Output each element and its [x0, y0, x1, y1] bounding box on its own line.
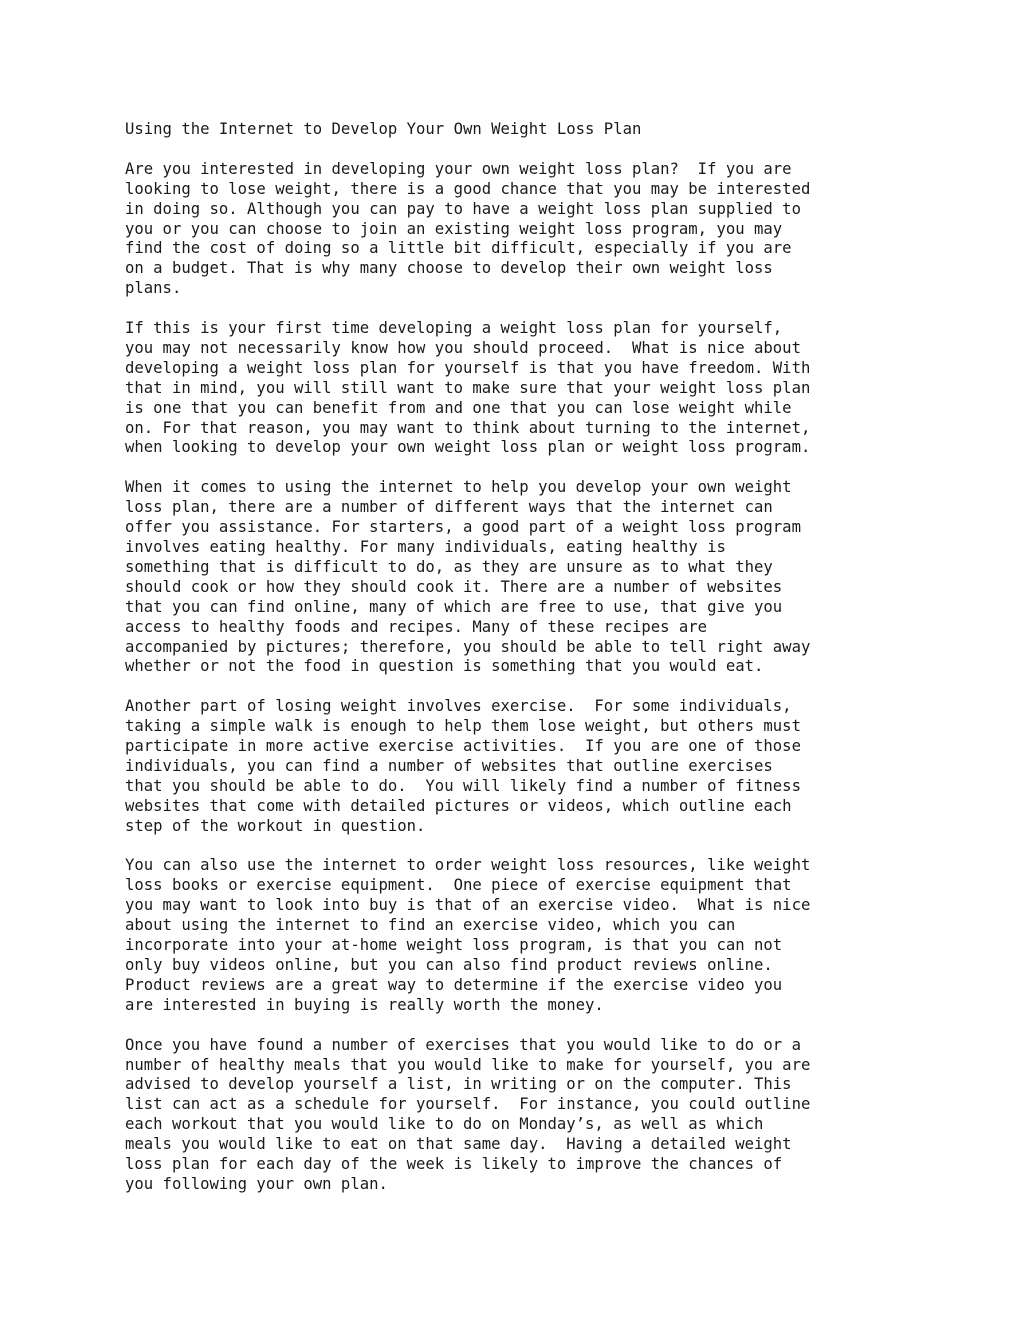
- paragraph-line: about using the internet to find an exercise video, which you can: [125, 916, 736, 935]
- paragraph-line: that in mind, you will still want to make sure that your weight loss plan: [125, 378, 811, 397]
- paragraph-line: you may want to look into buy is that of an exercise video. What is nice: [125, 896, 811, 915]
- document-title: Using the Internet to Develop Your Own Weight Loss Plan: [125, 120, 642, 138]
- paragraphs-container: [125, 160, 925, 1195]
- paragraph-line: loss plan for each day of the week is likely to improve the chances of: [125, 1155, 783, 1174]
- paragraph: [125, 856, 925, 1015]
- paragraph-line: that you can find online, many of which are free to use, that give you: [125, 597, 783, 616]
- paragraph-line: individuals, you can find a number of websites that outline exercises: [125, 756, 773, 775]
- paragraph-line: advised to develop yourself a list, in writing or on the computer. This: [125, 1075, 792, 1094]
- paragraph-line: access to healthy foods and recipes. Many of these recipes are: [125, 617, 708, 636]
- paragraph-line: whether or not the food in question is something that you would eat.: [125, 657, 764, 676]
- paragraph-line: step of the workout in question.: [125, 816, 426, 835]
- paragraph-line: If this is your first time developing a weight loss plan for yourself,: [125, 319, 783, 338]
- paragraph-line: websites that come with detailed pictures or videos, which outline each: [125, 796, 792, 815]
- paragraph-line: accompanied by pictures; therefore, you should be able to tell right away: [125, 637, 811, 656]
- paragraph-line: each workout that you would like to do on Monday’s, as well as which: [125, 1115, 764, 1134]
- paragraph-line: in doing so. Although you can pay to have a weight loss plan supplied to: [125, 199, 801, 218]
- paragraph-line: looking to lose weight, there is a good chance that you may be interested: [125, 179, 811, 198]
- paragraph-line: When it comes to using the internet to help you develop your own weight: [125, 478, 792, 497]
- paragraph: [125, 1036, 925, 1195]
- document-body: [125, 120, 925, 1215]
- paragraph-line: meals you would like to eat on that same day. Having a detailed weight: [125, 1135, 792, 1154]
- paragraph-line: is one that you can benefit from and one that you can lose weight while: [125, 398, 792, 417]
- paragraph: [125, 697, 925, 836]
- paragraph: [125, 160, 925, 299]
- paragraph-line: on a budget. That is why many choose to develop their own weight loss: [125, 259, 773, 278]
- paragraph-line: you following your own plan.: [125, 1174, 388, 1193]
- paragraph-line: You can also use the internet to order weight loss resources, like weight: [125, 856, 811, 875]
- paragraph-line: participate in more active exercise activities. If you are one of those: [125, 737, 801, 756]
- paragraph-line: that you should be able to do. You will likely find a number of fitness: [125, 776, 801, 795]
- paragraph-line: list can act as a schedule for yourself. For instance, you could outline: [125, 1095, 811, 1114]
- paragraph-line: something that is difficult to do, as they are unsure as to what they: [125, 557, 773, 576]
- paragraph-line: find the cost of doing so a little bit difficult, especially if you are: [125, 239, 792, 258]
- paragraph-line: when looking to develop your own weight loss plan or weight loss program.: [125, 438, 811, 457]
- paragraph-line: developing a weight loss plan for yourself is that you have freedom. With: [125, 358, 811, 377]
- paragraph-line: should cook or how they should cook it. There are a number of websites: [125, 577, 783, 596]
- paragraph-line: you or you can choose to join an existing weight loss program, you may: [125, 219, 783, 238]
- paragraph-line: incorporate into your at-home weight loss program, is that you can not: [125, 936, 783, 955]
- paragraph-line: offer you assistance. For starters, a good part of a weight loss program: [125, 518, 801, 537]
- paragraph: [125, 478, 925, 677]
- paragraph-line: Once you have found a number of exercises that you would like to do or a: [125, 1035, 801, 1054]
- paragraph-line: on. For that reason, you may want to think about turning to the internet,: [125, 418, 811, 437]
- paragraph-line: taking a simple walk is enough to help them lose weight, but others must: [125, 717, 801, 736]
- paragraph-line: loss plan, there are a number of different ways that the internet can: [125, 498, 773, 517]
- paragraph-line: Are you interested in developing your own weight loss plan? If you are: [125, 159, 792, 178]
- paragraph-line: you may not necessarily know how you should proceed. What is nice about: [125, 338, 801, 357]
- paragraph-line: are interested in buying is really worth the money.: [125, 995, 604, 1014]
- paragraph-line: Another part of losing weight involves exercise. For some individuals,: [125, 697, 792, 716]
- paragraph-line: Product reviews are a great way to determine if the exercise video you: [125, 975, 783, 994]
- paragraph-line: number of healthy meals that you would like to make for yourself, you are: [125, 1055, 811, 1074]
- paragraph: [125, 319, 925, 458]
- paragraph-line: only buy videos online, but you can also find product reviews online.: [125, 955, 773, 974]
- paragraph-line: plans.: [125, 279, 182, 298]
- paragraph-line: involves eating healthy. For many individuals, eating healthy is: [125, 537, 726, 556]
- paragraph-line: loss books or exercise equipment. One piece of exercise equipment that: [125, 876, 792, 895]
